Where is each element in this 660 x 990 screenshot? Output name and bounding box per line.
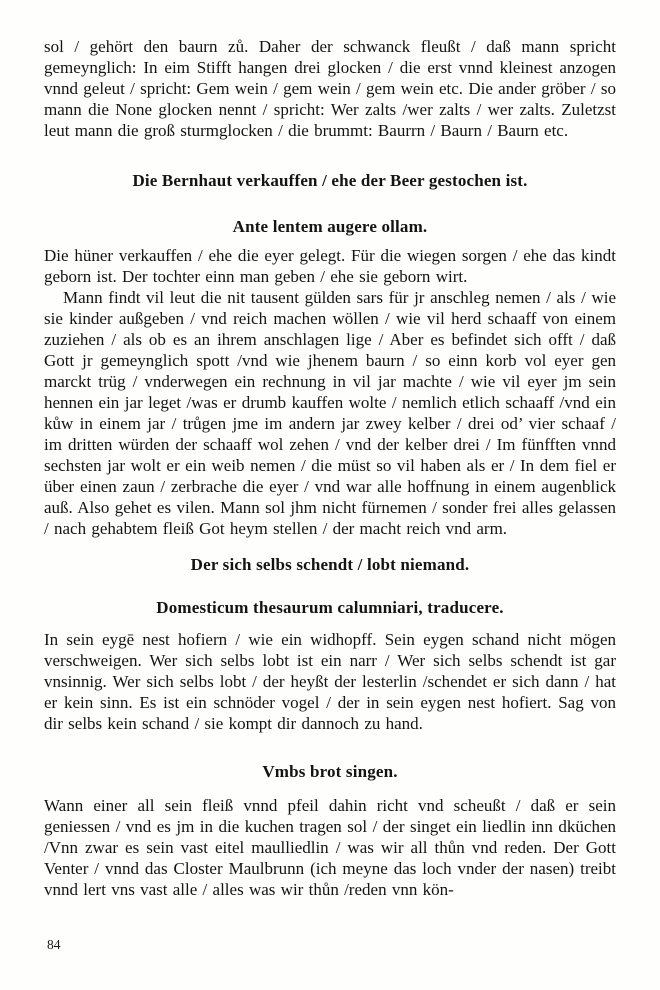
page-number: 84 — [47, 937, 61, 952]
body-paragraph-mann-findt: Mann findt vil leut die nit tausent gülden sars für jr anschleg nemen / als / wie sie kinder außgeben / vnd reich machen wöllen / wie vil herd schaaff von einem zuziehen / als ob es an ihrem anschlagen lige / Aber es befindet sich offt / daß Gott jr gemeynglich spott /vnd wie jhenem baurn / so einn korb vol eyer gen marckt trüg / vnderwegen ein rechnung in vil jar machte / wie vil eyer jm sein hennen ein jar leget /was er drumb kauffen wolte / nemlich etlich schaaff /vnd ein kůw in einem jar / trůgen jme im andern jar zwey kelber / drei od’ vier schaaf / im dritten würden der schaaff wol zehen / vnd der kelber drei / Im fünfften vnnd sechsten jar wolt er ein weib nemen / die müst so vil haben als er / In dem fiel er über einen zaun / zerbrache die eyer / vnd war alle hoffnung in einem augenblick auß. Also gehet es vilen. Mann sol jhm nicht fürnemen / sonder frei alles gelassen / nach gehabtem fleiß Got heym stellen / der macht reich vnd arm. — [44, 288, 616, 538]
section-heading-vmbs-brot: Vmbs brot singen. — [262, 762, 398, 781]
body-paragraph-vmbs-brot: Wann einer all sein fleiß vnnd pfeil dahin richt vnd scheußt / daß er sein geniessen / vnd es jm in die kuchen tragen sol / der singet ein liedlin inn dküchen /Vnn zwar es sein vast eitel maulliedlin / was wir all thůn vnd reden. Der Gott Venter / vnnd das Closter Maulbrunn (ich meyne das loch vnder der nasen) treibt vnnd lert vns vast alle / alles was wir thůn /reden vnn kön- — [44, 796, 616, 899]
body-paragraph-bells: sol / gehört den baurn zů. Daher der schwanck fleußt / daß mann spricht gemeynglich: In eim Stifft hangen drei glocken / die erst vnnd kleinest anzogen vnnd geleut / spricht: Gem wein / gem wein / gem wein etc. Die ander gröber / so mann die None glocken nennt / spricht: Wer zalts /wer zalts / wer zalts. Zuletzst leut mann die groß sturmglocken / die brummt: Baurrn / Baurn / Baurn etc. — [44, 37, 616, 140]
section-heading-latin-ante-lentem: Ante lentem augere ollam. — [232, 217, 428, 236]
section-heading-bernhaut: Die Bernhaut verkauffen / ehe der Beer gestochen ist. — [132, 171, 528, 190]
section-heading-latin-domesticum: Domesticum thesaurum calumniari, traducere. — [156, 598, 504, 617]
body-paragraph-eygen-nest: In sein eygē nest hofiern / wie ein widhopff. Sein eygen schand nicht mögen verschweigen. Wer sich selbs lobt ist ein narr / Wer sich selbs schendt ist gar vnsinnig. Wer sich selbs lobt / der heyßt der lesterlin /schendet er sich dann / hat er kein sinn. Es ist ein schnöder vogel / der in sein eygen nest hofiert. Sag von dir selbs kein schand / sie kompt dir dannoch zu hand. — [44, 630, 616, 733]
body-paragraph-huener: Die hüner verkauffen / ehe die eyer gelegt. Für die wiegen sorgen / ehe das kindt geborn ist. Der tochter einn man geben / ehe sie geborn wirt. — [44, 246, 616, 286]
section-heading-selbs-schendt: Der sich selbs schendt / lobt niemand. — [190, 555, 470, 574]
